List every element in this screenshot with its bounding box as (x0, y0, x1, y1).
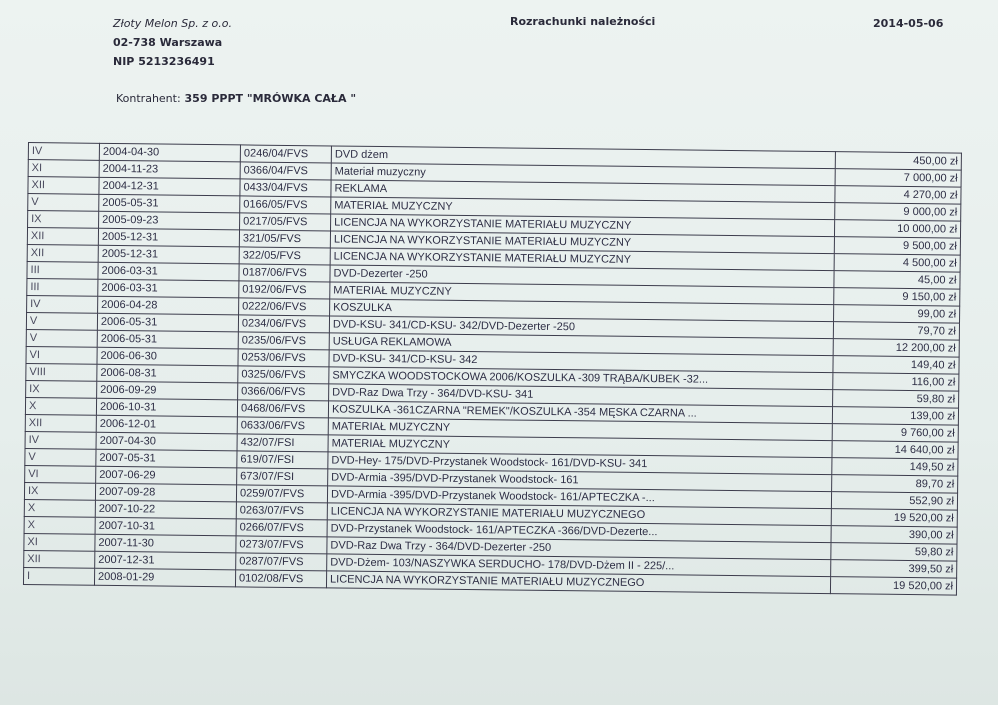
row-description-cell: DVD-Dezerter -250 (330, 265, 834, 288)
company-nip: NIP 5213236491 (113, 55, 215, 68)
row-document-number-cell: 0217/05/FVS (240, 213, 331, 231)
row-description-cell: Materiał muzyczny (331, 163, 835, 186)
row-description-cell: DVD-Raz Dwa Trzy - 364/DVD-KSU- 341 (329, 384, 833, 407)
row-date-cell: 2006-05-31 (97, 313, 238, 332)
row-document-number-cell: 322/05/FVS (239, 247, 330, 265)
row-amount-cell: 552,90 zł (831, 492, 957, 510)
row-amount-cell: 12 200,00 zł (833, 339, 959, 357)
row-document-number-cell: 0633/06/FVS (237, 417, 328, 435)
row-description-cell: USŁUGA REKLAMOWA (329, 333, 833, 356)
row-date-cell: 2005-12-31 (98, 245, 239, 264)
row-description-cell: KOSZULKA (330, 299, 834, 322)
row-date-cell: 2006-03-31 (98, 279, 239, 298)
row-date-cell: 2006-06-30 (97, 347, 238, 366)
row-month-cell: VIII (26, 363, 97, 381)
row-amount-cell: 116,00 zł (833, 373, 959, 391)
row-document-number-cell: 0222/06/FVS (239, 298, 330, 316)
row-amount-cell: 9 000,00 zł (835, 203, 961, 221)
row-description-cell: DVD-KSU- 341/CD-KSU- 342 (329, 350, 833, 373)
row-month-cell: V (26, 329, 97, 347)
row-description-cell: SMYCZKA WOODSTOCKOWA 2006/KOSZULKA -309 TRĄBA/KUBEK -32... (329, 367, 833, 390)
row-document-number-cell: 0266/07/FVS (236, 519, 327, 537)
row-amount-cell: 390,00 zł (831, 526, 957, 544)
row-month-cell: XII (28, 177, 99, 195)
row-document-number-cell: 0325/06/FVS (238, 366, 329, 384)
row-amount-cell: 19 520,00 zł (831, 509, 957, 527)
row-date-cell: 2007-06-29 (96, 466, 237, 485)
row-amount-cell: 7 000,00 zł (835, 169, 961, 187)
row-description-cell: MATERIAŁ MUZYCZNY (328, 435, 832, 458)
row-description-cell: LICENCJA NA WYKORZYSTANIE MATERIAŁU MUZYCZNEGO (326, 571, 830, 594)
row-amount-cell: 4 270,00 zł (835, 186, 961, 204)
row-amount-cell: 19 520,00 zł (830, 577, 956, 595)
row-description-cell: DVD-KSU- 341/CD-KSU- 342/DVD-Dezerter -250 (329, 316, 833, 339)
row-document-number-cell: 0235/06/FVS (238, 332, 329, 350)
row-description-cell: KOSZULKA -361CZARNA "REMEK"/KOSZULKA -354 MĘSKA CZARNA ... (328, 401, 832, 424)
row-month-cell: V (25, 448, 96, 466)
row-description-cell: LICENCJA NA WYKORZYSTANIE MATERIAŁU MUZYCZNY (330, 231, 834, 254)
row-description-cell: DVD-Hey- 175/DVD-Przystanek Woodstock- 161/DVD-KSU- 341 (328, 452, 832, 475)
row-month-cell: IX (24, 482, 95, 500)
row-amount-cell: 59,80 zł (833, 390, 959, 408)
row-month-cell: IV (25, 431, 96, 449)
row-description-cell: DVD-Armia -395/DVD-Przystanek Woodstock- 161 (328, 469, 832, 492)
row-month-cell: XII (27, 244, 98, 262)
row-date-cell: 2007-12-31 (95, 551, 236, 570)
row-date-cell: 2008-01-29 (94, 568, 235, 587)
row-description-cell: MATERIAŁ MUZYCZNY (330, 282, 834, 305)
row-document-number-cell: 0259/07/FVS (236, 485, 327, 503)
row-amount-cell: 399,50 zł (831, 560, 957, 578)
row-document-number-cell: 0234/06/FVS (238, 315, 329, 333)
row-month-cell: V (28, 194, 99, 212)
row-date-cell: 2005-12-31 (98, 228, 239, 247)
row-amount-cell: 149,50 zł (832, 458, 958, 476)
row-description-cell: DVD-Dżem- 103/NASZYWKA SERDUCHO- 178/DVD-Dżem II - 225/... (327, 554, 831, 577)
row-month-cell: VI (26, 346, 97, 364)
row-month-cell: XI (24, 533, 95, 551)
row-month-cell: X (24, 499, 95, 517)
row-date-cell: 2006-10-31 (96, 398, 237, 417)
row-amount-cell: 45,00 zł (834, 271, 960, 289)
row-month-cell: XII (24, 550, 95, 568)
row-amount-cell: 149,40 zł (833, 356, 959, 374)
row-date-cell: 2007-05-31 (96, 449, 237, 468)
row-amount-cell: 4 500,00 zł (834, 254, 960, 272)
row-month-cell: XII (27, 228, 98, 246)
row-document-number-cell: 0253/06/FVS (238, 349, 329, 367)
row-date-cell: 2006-09-29 (97, 381, 238, 400)
row-description-cell: LICENCJA NA WYKORZYSTANIE MATERIAŁU MUZYCZNY (330, 248, 834, 271)
row-amount-cell: 450,00 zł (835, 152, 961, 170)
company-block (113, 14, 232, 71)
row-date-cell: 2004-11-23 (99, 160, 240, 179)
row-month-cell: XII (25, 414, 96, 432)
row-amount-cell: 79,70 zł (833, 322, 959, 340)
row-month-cell: X (24, 516, 95, 534)
row-amount-cell: 9 150,00 zł (834, 288, 960, 306)
row-date-cell: 2007-04-30 (96, 432, 237, 451)
row-document-number-cell: 0287/07/FVS (236, 553, 327, 571)
row-date-cell: 2007-10-31 (95, 517, 236, 536)
row-date-cell: 2007-10-22 (95, 500, 236, 519)
row-month-cell: III (27, 278, 98, 296)
row-document-number-cell: 0366/04/FVS (240, 162, 331, 180)
row-document-number-cell: 619/07/FSI (237, 451, 328, 469)
row-amount-cell: 14 640,00 zł (832, 441, 958, 459)
row-description-cell: DVD-Armia -395/DVD-Przystanek Woodstock- 161/APTECZKA -... (327, 486, 831, 509)
document-date: 2014-05-06 (873, 17, 944, 30)
row-document-number-cell: 0192/06/FVS (239, 281, 330, 299)
row-description-cell: LICENCJA NA WYKORZYSTANIE MATERIAŁU MUZYCZNY (331, 214, 835, 237)
row-amount-cell: 59,80 zł (831, 543, 957, 561)
row-date-cell: 2006-03-31 (98, 262, 239, 281)
row-month-cell: IV (27, 295, 98, 313)
row-month-cell: VI (25, 465, 96, 483)
row-date-cell: 2004-12-31 (99, 177, 240, 196)
row-document-number-cell: 673/07/FSI (237, 468, 328, 486)
row-date-cell: 2004-04-30 (99, 143, 240, 162)
row-amount-cell: 9 760,00 zł (832, 424, 958, 442)
row-description-cell: REKLAMA (331, 180, 835, 203)
row-month-cell: IV (28, 143, 99, 161)
row-month-cell: V (26, 312, 97, 330)
row-month-cell: XI (28, 160, 99, 178)
row-amount-cell: 10 000,00 zł (834, 220, 960, 238)
row-date-cell: 2005-09-23 (99, 211, 240, 230)
row-document-number-cell: 0263/07/FVS (236, 502, 327, 520)
contractor-label: Kontrahent: (116, 92, 181, 105)
row-date-cell: 2007-09-28 (95, 483, 236, 502)
row-date-cell: 2006-05-31 (97, 330, 238, 349)
row-description-cell: DVD-Raz Dwa Trzy - 364/DVD-Dezerter -250 (327, 537, 831, 560)
row-date-cell: 2005-05-31 (99, 194, 240, 213)
row-month-cell: I (23, 567, 94, 585)
row-date-cell: 2006-04-28 (98, 296, 239, 315)
row-document-number-cell: 0273/07/FVS (236, 536, 327, 554)
company-address: 02-738 Warszawa (113, 36, 223, 49)
row-document-number-cell: 432/07/FSI (237, 434, 328, 452)
row-description-cell: LICENCJA NA WYKORZYSTANIE MATERIAŁU MUZYCZNEGO (327, 503, 831, 526)
receivables-sheet (23, 142, 962, 596)
row-month-cell: IX (28, 211, 99, 229)
company-name: Złoty Melon Sp. z o.o. (113, 17, 232, 30)
row-document-number-cell: 0187/06/FVS (239, 264, 330, 282)
row-description-cell: MATERIAŁ MUZYCZNY (331, 197, 835, 220)
row-document-number-cell: 321/05/FVS (239, 230, 330, 248)
row-document-number-cell: 0366/06/FVS (238, 383, 329, 401)
row-document-number-cell: 0102/08/FVS (235, 570, 326, 588)
row-month-cell: X (25, 397, 96, 415)
row-date-cell: 2007-11-30 (95, 534, 236, 553)
row-description-cell: DVD dżem (331, 146, 835, 169)
document-title: Rozrachunki należności (510, 15, 656, 28)
row-amount-cell: 9 500,00 zł (834, 237, 960, 255)
receivables-table (23, 142, 962, 596)
contractor-value: 359 PPPT "MRÓWKA CAŁA " (184, 92, 357, 105)
row-amount-cell: 99,00 zł (834, 305, 960, 323)
row-amount-cell: 139,00 zł (832, 407, 958, 425)
row-month-cell: III (27, 261, 98, 279)
row-date-cell: 2006-08-31 (97, 364, 238, 383)
contractor-line (116, 92, 356, 105)
row-description-cell: DVD-Przystanek Woodstock- 161/APTECZKA -366/DVD-Dezerte... (327, 520, 831, 543)
row-date-cell: 2006-12-01 (96, 415, 237, 434)
row-document-number-cell: 0246/04/FVS (240, 145, 331, 163)
row-document-number-cell: 0166/05/FVS (240, 196, 331, 214)
row-document-number-cell: 0433/04/FVS (240, 179, 331, 197)
row-amount-cell: 89,70 zł (832, 475, 958, 493)
row-description-cell: MATERIAŁ MUZYCZNY (328, 418, 832, 441)
row-month-cell: IX (26, 380, 97, 398)
row-document-number-cell: 0468/06/FVS (237, 400, 328, 418)
